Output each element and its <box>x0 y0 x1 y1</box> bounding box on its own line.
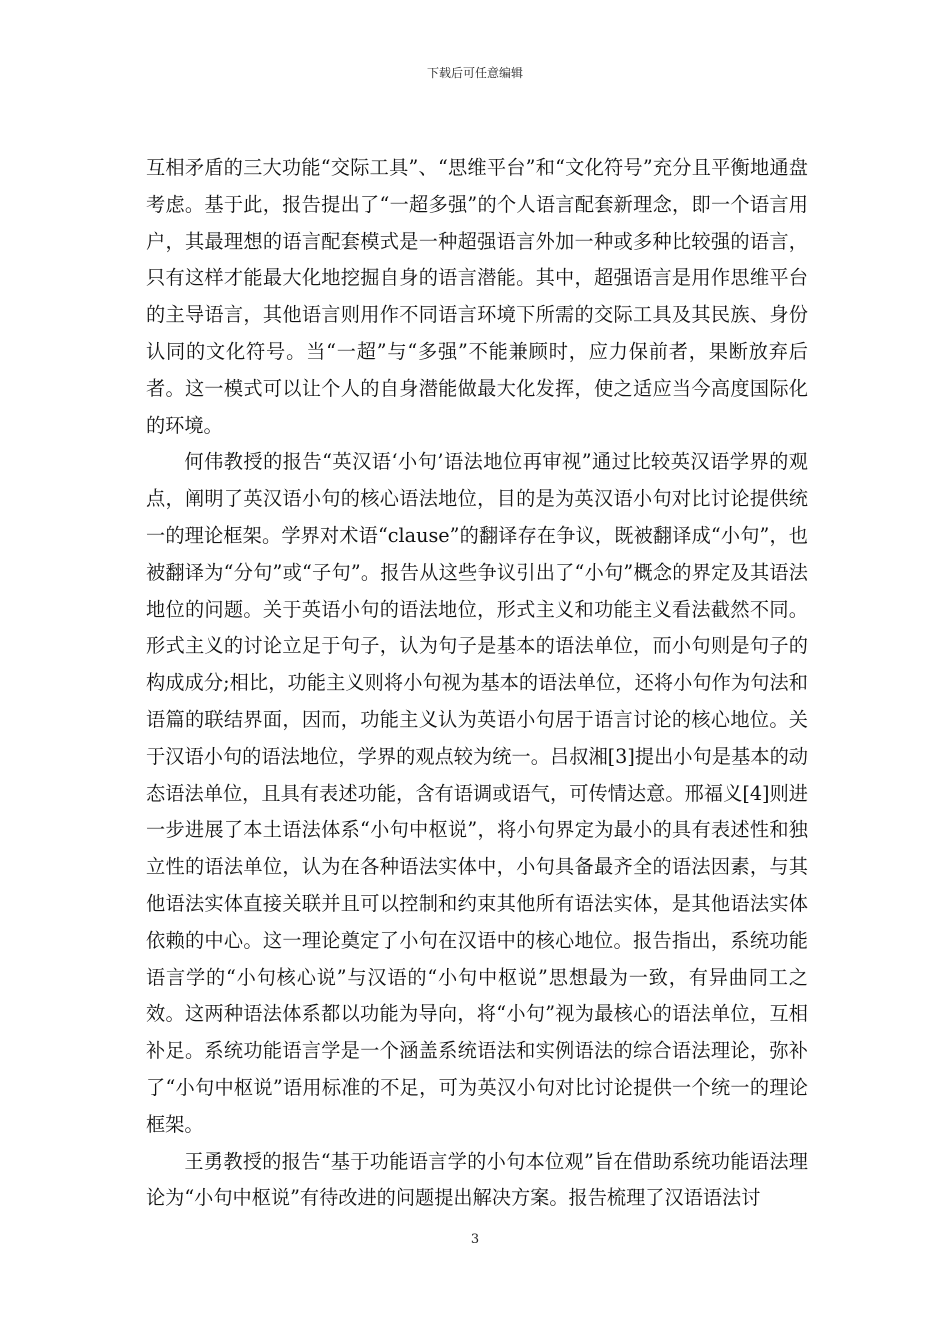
paragraph-2: 何伟教授的报告“英汉语‘小句’语法地位再审视”通过比较英汉语学界的观点，阐明了英汉语小句的核心语法地位，目的是为英汉语小句对比讨论提供统一的理论框架。学界对术语“clause”的翻译存在争议，既被翻译成“小句”，也被翻译为“分句”或“子句”。报告从这些争议引出了“小句”概念的界定及其语法地位的问题。关于英语小句的语法地位，形式主义和功能主义看法截然不同。形式主义的讨论立足于句子，认为句子是基本的语法单位，而小句则是句子的构成成分;相比，功能主义则将小句视为基本的语法单位，还将小句作为句法和语篇的联结界面，因而，功能主义认为英语小句居于语言讨论的核心地位。关于汉语小句的语法地位，学界的观点较为统一。吕叔湘[3]提出小句是基本的动态语法单位，且具有表述功能，含有语调或语气，可传情达意。邢福义[4]则进一步进展了本土语法体系“小句中枢说”，将小句界定为最小的具有表述性和独立性的语法单位，认为在各种语法实体中，小句具备最齐全的语法因素，与其他语法实体直接关联并且可以控制和约束其他所有语法实体，是其他语法实体依赖的中心。这一理论奠定了小句在汉语中的核心地位。报告指出，系统功能语言学的“小句核心说”与汉语的“小句中枢说”思想最为一致，有异曲同工之效。这两种语法体系都以功能为导向，将“小句”视为最核心的语法单位，互相补足。系统功能语言学是一个涵盖系统语法和实例语法的综合语法理论，弥补了“小句中枢说”语用标准的不足，可为英汉小句对比讨论提供一个统一的理论框架。 <box>146 450 808 1136</box>
paragraph-1: 互相矛盾的三大功能“交际工具”、“思维平台”和“文化符号”充分且平衡地通盘考虑。基于此，报告提出了“一超多强”的个人语言配套新理念，即一个语言用户，其最理想的语言配套模式是一种超强语言外加一种或多种比较强的语言，只有这样才能最大化地挖掘自身的语言潜能。其中，超强语言是用作思维平台的主导语言，其他语言则用作不同语言环境下所需的交际工具及其民族、身份认同的文化符号。当“一超”与“多强”不能兼顾时，应力保前者，果断放弃后者。这一模式可以让个人的自身潜能做最大化发挥，使之适应当今高度国际化的环境。 <box>146 156 808 437</box>
page-header: 下载后可任意编辑 <box>426 66 523 80</box>
page-number: 3 <box>470 1232 480 1247</box>
paragraph-3: 王勇教授的报告“基于功能语言学的小句本位观”旨在借助系统功能语法理论为“小句中枢说”有待改进的问题提出解决方案。报告梳理了汉语语法讨 <box>146 1149 808 1210</box>
body-text <box>146 150 808 1217</box>
